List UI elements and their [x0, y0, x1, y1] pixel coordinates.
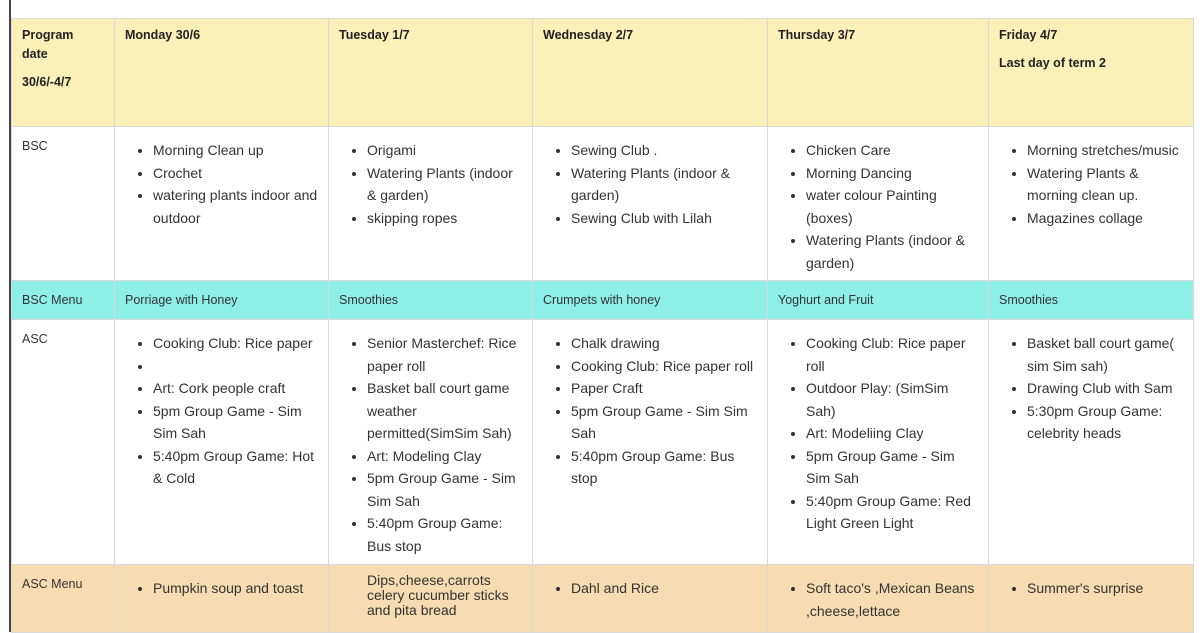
bsc-monday-cell: [115, 127, 329, 281]
list-item: • Watering Plants & morning clean up.: [1027, 162, 1185, 207]
asc-menu-friday: [989, 565, 1194, 633]
bsc-menu-tuesday: Smoothies: [329, 281, 533, 320]
list-item: • Art: Cork people craft: [153, 377, 320, 400]
bsc-menu-row: [12, 281, 1194, 320]
bsc-menu-thursday: Yoghurt and Fruit: [768, 281, 989, 320]
day-header-thursday: Thursday 3/7: [768, 19, 989, 127]
list-item: • Origami: [367, 139, 524, 162]
asc-monday-cell: [115, 320, 329, 565]
bsc-tuesday-cell: [329, 127, 533, 281]
bsc-menu-row-label: BSC Menu: [12, 281, 115, 320]
list-item: • 5:30pm Group Game: celebrity heads: [1027, 400, 1185, 445]
list-item: • Senior Masterchef: Rice paper roll: [367, 332, 524, 377]
list-item: • 5:40pm Group Game: Red Light Green Light: [806, 490, 980, 535]
list-item: • watering plants indoor and outdoor: [153, 184, 320, 229]
program-date-label-line1: Program: [22, 28, 74, 42]
day-header-friday: [989, 19, 1194, 127]
list-item: • Paper Craft: [571, 377, 759, 400]
left-edge-bar: [0, 0, 11, 632]
list-item: • 5pm Group Game - Sim Sim Sah: [806, 445, 980, 490]
asc-tuesday-cell: [329, 320, 533, 565]
list-item: • skipping ropes: [367, 207, 524, 230]
bsc-menu-wednesday: Crumpets with honey: [533, 281, 768, 320]
bsc-row-label: BSC: [12, 127, 115, 281]
list-item: • Watering Plants (indoor & garden): [806, 229, 980, 274]
list-item: • Crochet: [153, 162, 320, 185]
asc-menu-wednesday: [533, 565, 768, 633]
bsc-wednesday-cell: [533, 127, 768, 281]
friday-note: Last day of term 2: [999, 56, 1106, 70]
bsc-menu-friday: Smoothies: [989, 281, 1194, 320]
list-item: • 5:40pm Group Game: Bus stop: [571, 445, 759, 490]
asc-thursday-cell: [768, 320, 989, 565]
list-item: • Outdoor Play: (SimSim Sah): [806, 377, 980, 422]
list-item: • Pumpkin soup and toast: [153, 577, 320, 600]
list-item: • Watering Plants (indoor & garden): [571, 162, 759, 207]
weekly-program-table: [11, 18, 1194, 633]
list-item: • Sewing Club with Lilah: [571, 207, 759, 230]
list-item: • Dahl and Rice: [571, 577, 759, 600]
list-item: • Morning Dancing: [806, 162, 980, 185]
bsc-thursday-cell: [768, 127, 989, 281]
asc-menu-monday: [115, 565, 329, 633]
list-item: [153, 355, 320, 378]
asc-friday-cell: [989, 320, 1194, 565]
list-item: • Morning Clean up: [153, 139, 320, 162]
list-item: • 5:40pm Group Game: Hot & Cold: [153, 445, 320, 490]
day-header-wednesday: Wednesday 2/7: [533, 19, 768, 127]
asc-menu-tuesday: Dips,cheese,carrots celery cucumber sticks and pita bread: [329, 565, 533, 633]
list-item: • Art: Modeliing Clay: [806, 422, 980, 445]
list-item: • Cooking Club: Rice paper roll: [806, 332, 980, 377]
list-item: • Basket ball court game weather permitted(SimSim Sah): [367, 377, 524, 445]
asc-row: [12, 320, 1194, 565]
program-date-range: 30/6/-4/7: [22, 75, 72, 89]
asc-menu-row-label: ASC Menu: [12, 565, 115, 633]
bsc-row: [12, 127, 1194, 281]
list-item: • Art: Modeling Clay: [367, 445, 524, 468]
list-item: • 5pm Group Game - Sim Sim Sah: [571, 400, 759, 445]
list-item: • Morning stretches/music: [1027, 139, 1185, 162]
friday-date: Friday 4/7: [999, 28, 1058, 42]
bsc-friday-cell: [989, 127, 1194, 281]
header-row: [12, 19, 1194, 127]
list-item: • Magazines collage: [1027, 207, 1185, 230]
list-item: • 5pm Group Game - Sim Sim Sah: [153, 400, 320, 445]
list-item: • Basket ball court game( sim Sim sah): [1027, 332, 1185, 377]
list-item: • Soft taco's ,Mexican Beans ,cheese,lettace: [806, 577, 980, 622]
program-date-cell: [12, 19, 115, 127]
day-header-tuesday: Tuesday 1/7: [329, 19, 533, 127]
asc-row-label: ASC: [12, 320, 115, 565]
list-item: • Cooking Club: Rice paper: [153, 332, 320, 355]
asc-wednesday-cell: [533, 320, 768, 565]
list-item: • water colour Painting (boxes): [806, 184, 980, 229]
list-item: • Summer's surprise: [1027, 577, 1185, 600]
list-item: • Chicken Care: [806, 139, 980, 162]
list-item: • Cooking Club: Rice paper roll: [571, 355, 759, 378]
list-item: • Chalk drawing: [571, 332, 759, 355]
list-item: • 5:40pm Group Game: Bus stop: [367, 512, 524, 557]
list-item: • Sewing Club .: [571, 139, 759, 162]
asc-menu-thursday: [768, 565, 989, 633]
list-item: • 5pm Group Game - Sim Sim Sah: [367, 467, 524, 512]
asc-menu-row: [12, 565, 1194, 633]
list-item: • Drawing Club with Sam: [1027, 377, 1185, 400]
list-item: • Watering Plants (indoor & garden): [367, 162, 524, 207]
bsc-menu-monday: Porriage with Honey: [115, 281, 329, 320]
program-date-label-line2: date: [22, 47, 48, 61]
day-header-monday: Monday 30/6: [115, 19, 329, 127]
